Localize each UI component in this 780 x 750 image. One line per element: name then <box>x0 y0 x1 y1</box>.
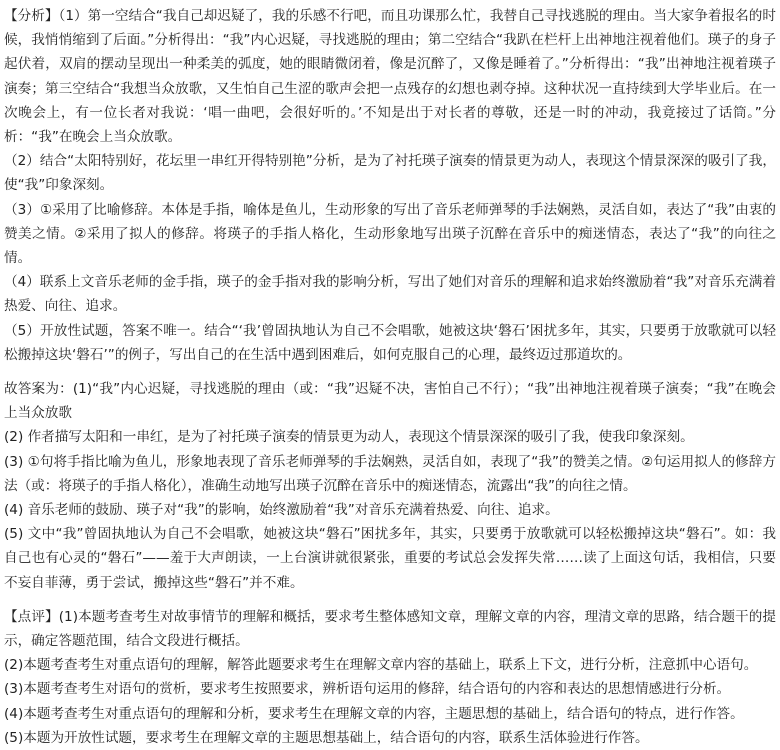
analysis-section <box>4 4 776 367</box>
analysis-text-1: （1）第一空结合“我自己却迟疑了，我的乐感不行吧，而且功课那么忙，我替自己寻找逃脱的理由。当大家争着报名的时候，我悄悄缩到了后面。”分析得出：“我”内心迟疑，寻找逃脱的理由；第二空结合“我趴在栏杆上出神地注视着他们。瑛子的身子起伏着，双肩的摆动呈现出一种柔美的弧度，她的眼睛微闭着，像是沉醉了，又像是睡着了。”分析得出：“我”出神地注视着瑛子演奏；第三空结合“我想当众放歌，又生怕自己生涩的歌声会把一点残存的幻想也剥夺掉。这种状况一直持续到大学毕业后。在一次晚会上，有一位长者对我说：‘唱一曲吧，会很好听的。’不知是出于对长者的尊敬，还是一时的冲动，我竟接过了话筒。”分析：“我”在晚会上当众放歌。 <box>4 8 777 146</box>
analysis-paragraph-2: （2）结合“太阳特别好，花坛里一串红开得特别艳”分析，是为了衬托瑛子演奏的情景更为动人，表现这个情景深深的吸引了我，使“我”印象深刻。 <box>4 153 776 194</box>
comment-paragraph-1: 【点评】(1)本题考查考生对故事情节的理解和概括，要求考生整体感知文章，理解文章的内容，理清文章的思路，结合题干的提示，确定答题范围，结合文段进行概括。 <box>4 608 776 650</box>
analysis-header: 【分析】 <box>4 8 59 24</box>
comment-paragraph-5: (5)本题为开放性试题，要求考生在理解文章的主题思想基础上，结合语句的内容，联系生活体验进行作答。 <box>4 729 649 746</box>
comment-section <box>4 605 776 750</box>
comment-paragraph-2: (2)本题考查考生对重点语句的理解，解答此题要求考生在理解文章内容的基础上，联系上下文，进行分析，注意抓中心语句。 <box>4 657 758 674</box>
answer-paragraph-1: 故答案为：(1)“我”内心迟疑，寻找逃脱的理由（或：“我”迟疑不决，害怕自己不行）；“我”出神地注视着瑛子演奏；“我”在晚会上当众放歌 <box>4 381 776 422</box>
section-gap <box>4 595 776 605</box>
section-gap <box>4 367 776 377</box>
comment-paragraph-3: (3)本题考查考生对语句的赏析，要求考生按照要求，辨析语句运用的修辞，结合语句的内容和表达的思想情感进行分析。 <box>4 681 731 698</box>
analysis-paragraph-3: （3）①采用了比喻修辞。本体是手指，喻体是鱼儿，生动形象的写出了音乐老师弹琴的手法娴熟，灵活自如，表达了“我”由衷的赞美之情。②采用了拟人的修辞。将瑛子的手指人格化，生动形象地写出瑛子沉醉在音乐中的痴迷情态，表达了“我”的向往之情。 <box>4 201 776 267</box>
comment-paragraph-4: (4)本题考查考生对重点语句的理解和分析，要求考生在理解文章的内容，主题思想的基础上，结合语句的特点，进行作答。 <box>4 705 744 722</box>
analysis-paragraph-5: （5）开放性试题，答案不唯一。结合“‘我’曾固执地认为自己不会唱歌，她被这块‘磐石’困扰多年，其实，只要勇于放歌就可以轻松搬掉这块‘磐石’”的例子，写出自己的在生活中遇到困难后，如何克服自己的心理，最终迈过那道坎的。 <box>4 322 776 363</box>
answer-paragraph-2: (2) 作者描写太阳和一串红，是为了衬托瑛子演奏的情景更为动人，表现这个情景深深的吸引了我，使我印象深刻。 <box>4 429 694 446</box>
answer-section <box>4 377 776 595</box>
answer-paragraph-5: (5) 文中“我”曾固执地认为自己不会唱歌，她被这块“磐石”困扰多年，其实，只要勇于放歌就可以轻松搬掉这块“磐石”。如：我自己也有心灵的“磐石”——羞于大声朗读，一上台演讲就很紧张，重要的考试总会发挥失常……读了上面这句话，我相信，只要不妄自菲薄，勇于尝试，搬掉这些“磐石”并不难。 <box>4 526 776 591</box>
answer-paragraph-4: (4) 音乐老师的鼓励、瑛子对“我”的影响，始终激励着“我”对音乐充满着热爱、向往、追求。 <box>4 502 559 519</box>
analysis-paragraph-4: （4）联系上文音乐老师的金手指，瑛子的金手指对我的影响分析，写出了她们对音乐的理解和追求始终激励着“我”对音乐充满着热爱、向往、追求。 <box>4 274 776 315</box>
answer-paragraph-3: (3) ①句将手指比喻为鱼儿，形象地表现了音乐老师弹琴的手法娴熟，灵活自如，表现了“我”的赞美之情。②句运用拟人的修辞方法（或：将瑛子的手指人格化），准确生动地写出瑛子沉醉在音乐中的痴迷情态，流露出“我”的向往之情。 <box>4 453 776 494</box>
analysis-paragraph-1 <box>4 4 776 149</box>
